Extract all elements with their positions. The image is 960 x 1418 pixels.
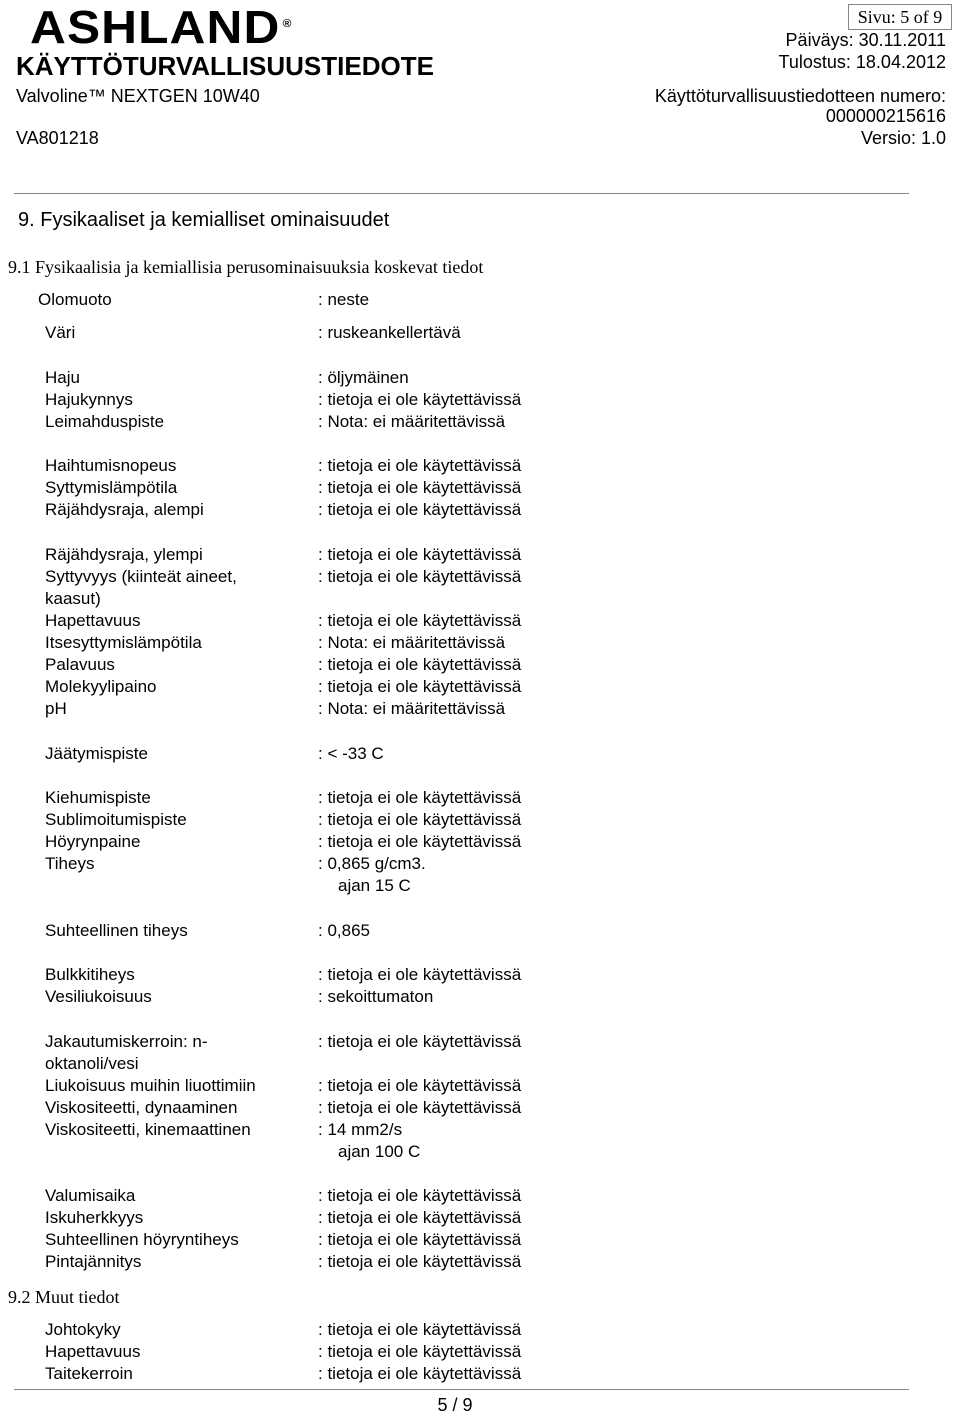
- property-label: Hajukynnys: [45, 390, 133, 409]
- property-label: Haihtumisnopeus: [45, 456, 177, 475]
- property-row: [0, 610, 960, 632]
- property-label: Kiehumispiste: [45, 788, 151, 807]
- property-value: : tietoja ei ole käytettävissä: [318, 1364, 522, 1383]
- print-date: Tulostus: 18.04.2012: [778, 52, 946, 72]
- property-row: [0, 676, 960, 698]
- property-row: [0, 1207, 960, 1229]
- property-value-condition: ajan 15 C: [338, 876, 411, 895]
- property-label: Valumisaika: [45, 1186, 136, 1205]
- property-label: Räjähdysraja, alempi: [45, 500, 204, 519]
- document-title: KÄYTTÖTURVALLISUUSTIEDOTE: [16, 51, 434, 81]
- property-label: Tiheys: [45, 854, 95, 873]
- property-row: [0, 455, 960, 477]
- property-row: [0, 499, 960, 521]
- property-row: [0, 1097, 960, 1119]
- property-value: : 0,865: [318, 921, 370, 940]
- property-label: Molekyylipaino: [45, 677, 157, 696]
- property-row: [0, 1229, 960, 1251]
- property-row: [0, 1319, 960, 1341]
- revision-date: Päiväys: 30.11.2011: [785, 30, 946, 50]
- property-value: : tietoja ei ole käytettävissä: [318, 1252, 522, 1271]
- property-value: : tietoja ei ole käytettävissä: [318, 545, 522, 564]
- property-value: : Nota: ei määritettävissä: [318, 412, 506, 431]
- property-row: [0, 654, 960, 676]
- property-row: [0, 566, 960, 610]
- property-row: [0, 831, 960, 853]
- property-label: Jäätymispiste: [45, 744, 148, 763]
- property-row: [0, 920, 960, 942]
- property-value: : tietoja ei ole käytettävissä: [318, 1320, 522, 1339]
- property-row: [0, 544, 960, 566]
- property-label: Jakautumiskerroin: n-: [45, 1032, 208, 1051]
- property-label: Hapettavuus: [45, 1342, 141, 1361]
- property-value: : sekoittumaton: [318, 987, 434, 1006]
- property-value: : tietoja ei ole käytettävissä: [318, 1342, 522, 1361]
- property-label: Olomuoto: [38, 290, 112, 309]
- subsection-title-9-1: 9.1 Fysikaalisia ja kemiallisia perusominaisuuksia koskevat tiedot: [8, 257, 484, 277]
- property-value-condition: ajan 100 C: [338, 1142, 421, 1161]
- property-label: Syttyvyys (kiinteät aineet,: [45, 567, 237, 586]
- property-label: Sublimoitumispiste: [45, 810, 187, 829]
- property-row: [0, 1031, 960, 1075]
- property-value: : öljymäinen: [318, 368, 409, 387]
- property-label: pH: [45, 699, 67, 718]
- property-value: : tietoja ei ole käytettävissä: [318, 390, 522, 409]
- property-label: Viskositeetti, dynaaminen: [45, 1098, 238, 1117]
- property-row: [0, 1119, 960, 1163]
- property-row: [0, 1251, 960, 1273]
- property-row: [0, 389, 960, 411]
- property-label: Bulkkitiheys: [45, 965, 135, 984]
- property-row: [0, 964, 960, 986]
- property-value: : tietoja ei ole käytettävissä: [318, 1186, 522, 1205]
- property-value: : 0,865 g/cm3.: [318, 854, 426, 873]
- property-label: Hapettavuus: [45, 611, 141, 630]
- property-value: : neste: [318, 290, 370, 309]
- property-label: Pintajännitys: [45, 1252, 142, 1271]
- property-label: Suhteellinen höyryntiheys: [45, 1230, 239, 1249]
- footer-divider: [14, 1389, 909, 1390]
- property-label: Suhteellinen tiheys: [45, 921, 188, 940]
- page-number: 5 / 9: [437, 1395, 473, 1415]
- property-value: : tietoja ei ole käytettävissä: [318, 611, 522, 630]
- property-label: Iskuherkkyys: [45, 1208, 144, 1227]
- property-value: : tietoja ei ole käytettävissä: [318, 965, 522, 984]
- property-row: [0, 289, 960, 311]
- section-title: 9. Fysikaaliset ja kemialliset ominaisuudet: [18, 209, 390, 231]
- property-row: [0, 477, 960, 499]
- property-value: : Nota: ei määritettävissä: [318, 699, 506, 718]
- property-label: Höyrynpaine: [45, 832, 141, 851]
- sds-number: 000000215616: [825, 106, 946, 126]
- property-value: : tietoja ei ole käytettävissä: [318, 1098, 522, 1117]
- property-value: : 14 mm2/s: [318, 1120, 403, 1139]
- property-row: [0, 322, 960, 344]
- property-value: : tietoja ei ole käytettävissä: [318, 677, 522, 696]
- property-value: : tietoja ei ole käytettävissä: [318, 655, 522, 674]
- product-code: VA801218: [16, 128, 99, 148]
- property-value: : tietoja ei ole käytettävissä: [318, 1032, 522, 1051]
- property-row: [0, 853, 960, 897]
- ashland-logo: ASHLAND ®: [30, 1, 293, 53]
- property-row: [0, 743, 960, 765]
- property-label: Väri: [45, 323, 76, 342]
- property-label-continued: oktanoli/vesi: [45, 1054, 139, 1073]
- property-row: [0, 1341, 960, 1363]
- property-value: : tietoja ei ole käytettävissä: [318, 1208, 522, 1227]
- property-value: : tietoja ei ole käytettävissä: [318, 500, 522, 519]
- property-value: : tietoja ei ole käytettävissä: [318, 456, 522, 475]
- property-value: : < -33 C: [318, 744, 384, 763]
- property-label: Liukoisuus muihin liuottimiin: [45, 1076, 256, 1095]
- product-name: Valvoline™ NEXTGEN 10W40: [16, 86, 260, 106]
- property-label: Palavuus: [45, 655, 115, 674]
- version: Versio: 1.0: [860, 128, 946, 148]
- property-value: : tietoja ei ole käytettävissä: [318, 478, 522, 497]
- property-row: [0, 698, 960, 720]
- property-value: : tietoja ei ole käytettävissä: [318, 1230, 522, 1249]
- header-divider: [14, 193, 909, 194]
- property-label: Johtokyky: [45, 1320, 121, 1339]
- property-value: : Nota: ei määritettävissä: [318, 633, 506, 652]
- property-label: Vesiliukoisuus: [45, 987, 152, 1006]
- property-row: [0, 1075, 960, 1097]
- page-indicator: Sivu: 5 of 9: [848, 4, 952, 30]
- property-row: [0, 986, 960, 1008]
- property-row: [0, 787, 960, 809]
- subsection-title-9-2: 9.2 Muut tiedot: [8, 1287, 120, 1307]
- property-label: Viskositeetti, kinemaattinen: [45, 1120, 251, 1139]
- property-label: Haju: [45, 368, 80, 387]
- property-label-continued: kaasut): [45, 589, 101, 608]
- property-label: Itsesyttymislämpötila: [45, 633, 202, 652]
- property-row: [0, 632, 960, 654]
- property-value: : tietoja ei ole käytettävissä: [318, 810, 522, 829]
- property-value: : tietoja ei ole käytettävissä: [318, 1076, 522, 1095]
- property-row: [0, 809, 960, 831]
- property-label: Leimahduspiste: [45, 412, 165, 431]
- property-label: Taitekerroin: [45, 1364, 133, 1383]
- property-row: [0, 1185, 960, 1207]
- property-label: Räjähdysraja, ylempi: [45, 545, 203, 564]
- property-row: [0, 367, 960, 389]
- property-row: [0, 411, 960, 433]
- property-value: : ruskeankellertävä: [318, 323, 461, 342]
- property-row: [0, 1363, 960, 1385]
- property-value: : tietoja ei ole käytettävissä: [318, 567, 522, 586]
- property-value: : tietoja ei ole käytettävissä: [318, 788, 522, 807]
- sds-number-label: Käyttöturvallisuustiedotteen numero:: [654, 86, 946, 106]
- property-label: Syttymislämpötila: [45, 478, 178, 497]
- property-value: : tietoja ei ole käytettävissä: [318, 832, 522, 851]
